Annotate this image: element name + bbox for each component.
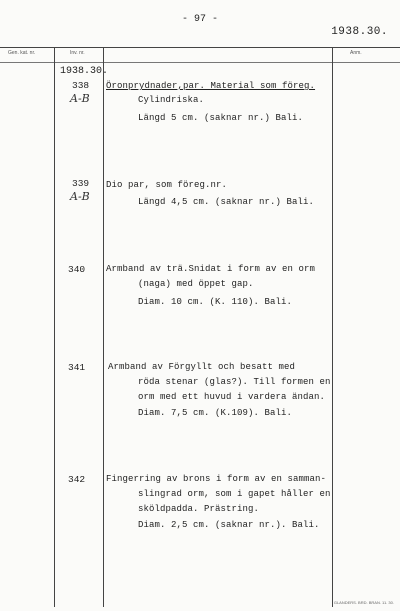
column-header-rule — [0, 62, 400, 63]
entry-number: 338 — [72, 80, 90, 91]
column-divider-3 — [332, 47, 333, 607]
page-number: - 97 - — [181, 14, 218, 25]
entry-line: Dio par, som föreg.nr. — [106, 180, 228, 190]
entry-line: Cylindriska. — [138, 95, 205, 105]
printer-mark: GLANDERS. BRD. BRAN. 11. 30. — [333, 600, 394, 605]
entry-number: 342 — [68, 474, 86, 485]
entry-number: 341 — [68, 362, 86, 373]
entry-line: Längd 5 cm. (saknar nr.) Bali. — [138, 113, 304, 123]
entry-code: A-B — [70, 190, 90, 203]
entry-date: 1938.30. — [60, 66, 109, 77]
entry-line: Fingerring av brons i form av en samman- — [106, 474, 327, 484]
entry-line: slingrad orm, som i gapet håller en — [138, 489, 331, 499]
column-divider-1 — [54, 47, 55, 607]
entry-line: Armband av Förgyllt och besatt med — [108, 362, 296, 372]
entry-code: A-B — [70, 92, 90, 105]
entry-line: röda stenar (glas?). Till formen en — [138, 377, 331, 387]
entry-line: Diam. 10 cm. (K. 110). Bali. — [138, 297, 293, 307]
header-year: 1938.30. — [331, 26, 388, 38]
entry-line: orm med ett huvud i vardera ändan. — [138, 392, 326, 402]
entry-line: Längd 4,5 cm. (saknar nr.) Bali. — [138, 197, 315, 207]
entry-line — [106, 81, 315, 91]
column-header-gen: Gen. kat. nr. — [8, 50, 36, 56]
entry-title: Öronprydnader,par. Material som föreg. — [106, 81, 316, 91]
entry-line: Armband av trä.Snidat i form av en orm — [106, 264, 316, 274]
entry-number: 340 — [68, 264, 86, 275]
header-rule — [0, 47, 400, 48]
entry-number: 339 — [72, 178, 90, 189]
entry-line: sköldpadda. Prästring. — [138, 504, 260, 514]
entry-line: Diam. 7,5 cm. (K.109). Bali. — [138, 408, 293, 418]
entry-line: (naga) med öppet gap. — [138, 279, 254, 289]
column-header-anm: Anm. — [350, 50, 362, 56]
entry-line: Diam. 2,5 cm. (saknar nr.). Bali. — [138, 520, 320, 530]
column-divider-2 — [103, 47, 104, 607]
column-header-inv: Inv. nr. — [70, 50, 85, 56]
